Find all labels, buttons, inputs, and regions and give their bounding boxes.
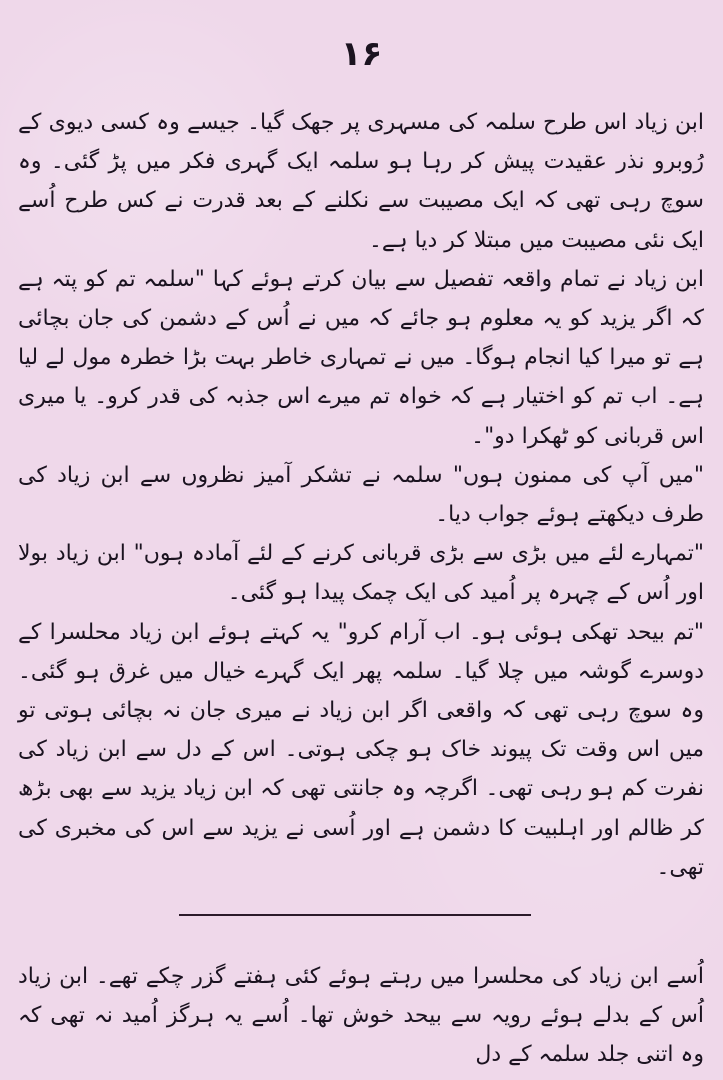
continuation-paragraph: اُسے ابن زیاد کی محلسرا میں رہتے ہوئے کئی ہفتے گزر چکے تھے۔ ابن زیاد اُس کے بدلے ہوئے رویہ سے بیحد خوش تھا۔ اُسے یہ ہرگز اُمید نہ تھی کہ وہ اتنی جلد سلمہ کے دل: [18, 964, 704, 1067]
main-text: [18, 103, 704, 887]
page-number: ۱۶: [340, 34, 383, 74]
paragraph-3: "میں آپ کی ممنون ہوں" سلمہ نے تشکر آمیز نظروں سے ابن زیاد کی طرف دیکھتے ہوئے جواب دیا۔: [18, 462, 704, 528]
paragraph-2: ابن زیاد نے تمام واقعہ تفصیل سے بیان کرتے ہوئے کہا "سلمہ تم کو پتہ ہے کہ اگر یزید کو یہ معلوم ہو جائے کہ میں نے اُس کے دشمن کی جان بچائی ہے تو میرا کیا انجام ہوگا۔ میں نے تمہاری خاطر بہت بڑا خطرہ مول لے لیا ہے۔ اب تم کو اختیار ہے کہ خواہ تم میرے اس جذبہ کی قدر کرو۔ یا میری اس قربانی کو ٹھکرا دو"۔: [18, 266, 704, 449]
paragraph-4: "تمہارے لئے میں بڑی سے بڑی قربانی کرنے کے لئے آمادہ ہوں" ابن زیاد بولا اور اُس کے چہرہ پر اُمید کی ایک چمک پیدا ہو گئی۔: [18, 541, 704, 606]
paragraph-5: "تم بیحد تھکی ہوئی ہو۔ اب آرام کرو" یہ کہتے ہوئے ابن زیاد محلسرا کے دوسرے گوشہ میں چلا گیا۔ سلمہ پھر ایک گہرے خیال میں غرق ہو گئی۔ وہ سوچ رہی تھی کہ واقعی اگر ابن زیاد نے میری جان نہ بچائی ہوتی تو میں اس وقت تک پیوند خاک ہو چکی ہوتی۔ اس کے دل سے ابن زیاد کی نفرت کم ہو رہی تھی۔ اگرچہ وہ جانتی تھی کہ ابن زیاد یزید سے بھی بڑھ کر ظالم اور اہلبیت کا دشمن ہے اور اُسی نے یزید سے اس کی مخبری کی تھی۔: [18, 619, 704, 880]
paragraph-1: ابن زیاد اس طرح سلمہ کی مسہری پر جھک گیا۔ جیسے وہ کسی دیوی کے رُوبرو نذر عقیدت پیش کر رہا ہو سلمہ ایک گہری فکر میں پڑ گئی۔ وہ سوچ رہی تھی کہ ایک مصیبت سے نکلنے کے بعد قدرت نے کس طرح اُسے ایک نئی مصیبت میں مبتلا کر دیا ہے۔: [18, 110, 704, 253]
section-separator: [179, 914, 531, 916]
